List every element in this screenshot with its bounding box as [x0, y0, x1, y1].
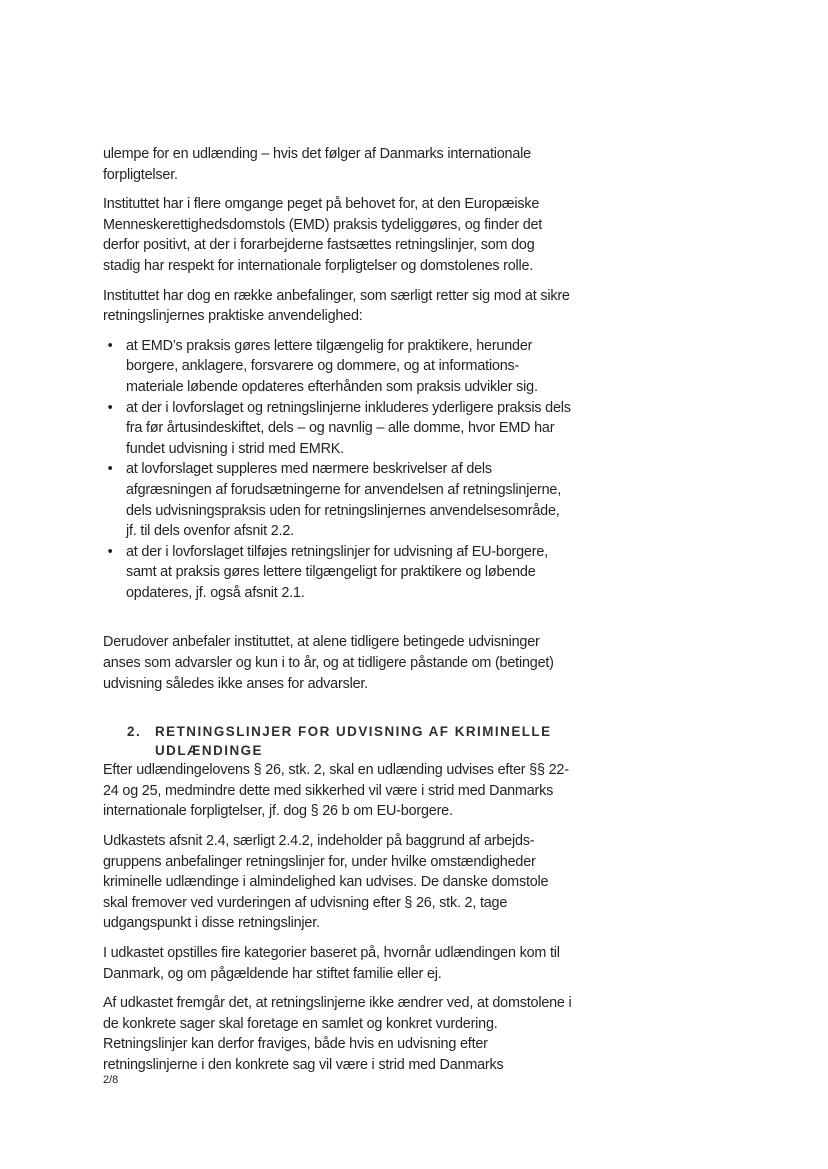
- paragraph: Derudover anbefaler instituttet, at alene tidligere betingede udvisninger anses som advarsler og kun i to år, og at tidligere påstande om (betinget) udvisning således ikke anses for advarsler.: [103, 634, 554, 692]
- section-number: 2.: [127, 724, 142, 740]
- page-number: 2/8: [103, 1074, 119, 1086]
- paragraph: ulempe for en udlænding – hvis det følger af Danmarks internationale forpligtelser.: [103, 146, 531, 183]
- paragraph: Udkastets afsnit 2.4, særligt 2.4.2, indeholder på baggrund af arbejds-gruppens anbefalinger retningslinjer for, under hvilke omstændigheder kriminelle udlændinge i almindelighed kan udvises. De danske domstole skal fremover ved vurderingen af udvisning efter § 26, stk. 2, tage udgangspunkt i disse retningslinjer.: [103, 833, 549, 932]
- bullet-icon: •: [107, 461, 113, 478]
- paragraph: I udkastet opstilles fire kategorier baseret på, hvornår udlændingen kom til Danmark, og om pågældende har stiftet familie eller ej.: [103, 945, 560, 982]
- list-item: [103, 459, 573, 541]
- list-item-text: at EMD’s praksis gøres lettere tilgængelig for praktikere, herunder borgere, anklagere, forsvarere og dommere, og at informations-materiale løbende opdateres efterhånden som praksis udvikler sig.: [126, 337, 538, 395]
- bullet-icon: •: [107, 337, 113, 354]
- document-body: [103, 144, 573, 1085]
- list-item-text: at der i lovforslaget tilføjes retningslinjer for udvisning af EU-borgere, samt at praksis gøres lettere tilgængeligt for praktikere og løbende opdateres, jf. også afsnit 2.1.: [126, 543, 548, 601]
- list-item: [103, 336, 573, 398]
- bullet-icon: •: [107, 399, 113, 416]
- paragraph: Af udkastet fremgår det, at retningslinjerne ikke ændrer ved, at domstolene i de konkrete sager skal foretage en samlet og konkret vurdering. Retningslinjer kan derfor fraviges, både hvis en udvisning efter retningslinjerne i den konkrete sag vil være i strid med Danmarks: [103, 995, 572, 1073]
- paragraph: Instituttet har dog en række anbefalinger, som særligt retter sig mod at sikre retningslinjernes praktiske anvendelighed:: [103, 287, 570, 325]
- list-item-text: at lovforslaget suppleres med nærmere beskrivelser af dels afgræsningen af forudsætningerne for anvendelsen af retningslinjerne, dels udvisningspraksis uden for retningslinjernes anvendelsesområde, jf. til dels ovenfor afsnit 2.2.: [126, 461, 561, 540]
- list-item-text: at der i lovforslaget og retningslinjerne inkluderes yderligere praksis dels fra før årtusindeskiftet, dels – og navnlig – alle domme, hvor EMD har fundet udvisning i strid med EMRK.: [126, 399, 571, 457]
- paragraph: Instituttet har i flere omgange peget på behovet for, at den Europæiske Menneskerettighedsdomstols (EMD) praksis tydeliggøres, og finder det derfor positivt, at der i forarbejderne fastsættes retningslinjer, som dog stadig har respekt for internationale forpligtelser og domstolenes rolle.: [103, 196, 543, 274]
- recommendation-list: [103, 336, 573, 604]
- section-heading: [103, 722, 573, 760]
- list-item: [103, 542, 573, 604]
- bullet-icon: •: [107, 543, 113, 560]
- spacer: [103, 603, 573, 632]
- section-title: RETNINGSLINJER FOR UDVISNING AF KRIMINELLE UDLÆNDINGE: [155, 724, 552, 759]
- list-item: [103, 398, 573, 460]
- paragraph: Efter udlændingelovens § 26, stk. 2, skal en udlænding udvises efter §§ 22-24 og 25, medmindre dette med sikkerhed vil være i strid med Danmarks internationale forpligtelser, jf. dog § 26 b om EU-borgere.: [103, 762, 569, 820]
